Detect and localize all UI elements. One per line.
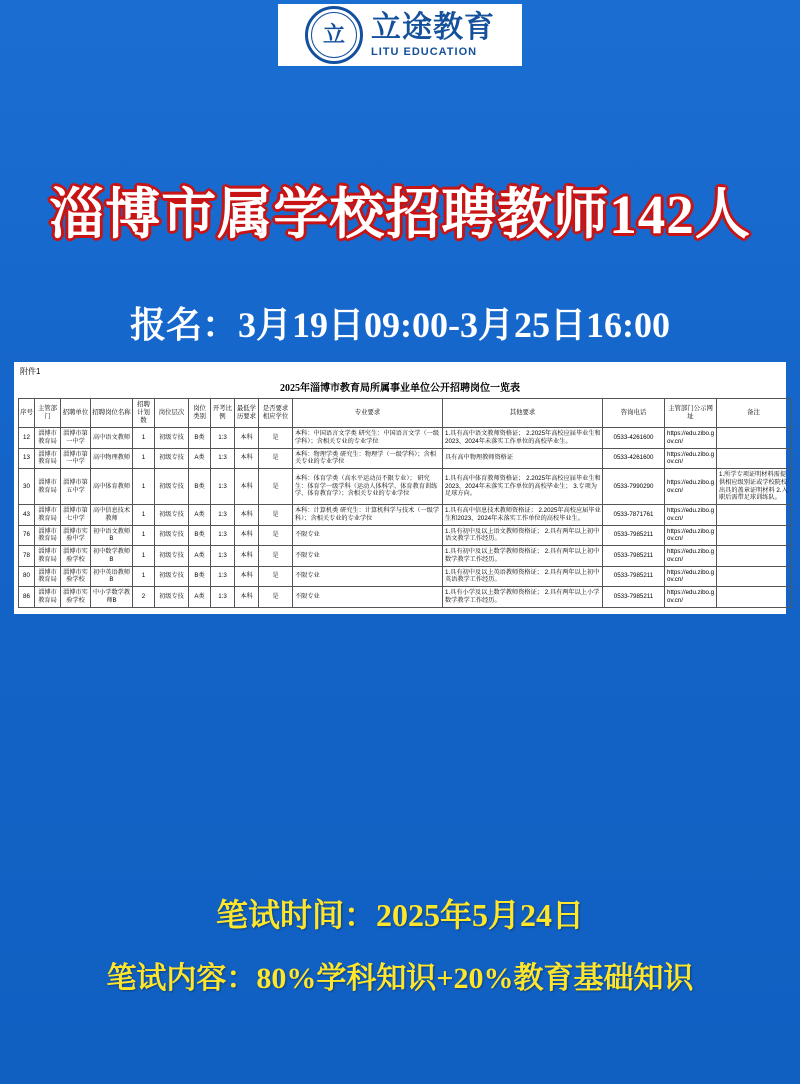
cell-seq: 78 <box>19 546 35 567</box>
cell-edu: 本科 <box>235 546 259 567</box>
cell-type: B类 <box>189 469 211 505</box>
cell-tel: 0533-7985211 <box>603 587 665 608</box>
th-ratio: 开考比例 <box>211 399 235 428</box>
recruitment-table <box>18 398 791 608</box>
cell-level: 初级专技 <box>155 428 189 449</box>
cell-seq: 80 <box>19 566 35 587</box>
cell-dept: 淄博市教育局 <box>35 428 61 449</box>
cell-tel: 0533-7985211 <box>603 546 665 567</box>
cell-post: 高中物理教师 <box>91 448 133 469</box>
cell-level: 初级专技 <box>155 546 189 567</box>
cell-other: 1.具有小学及以上数学教师资格证； 2.具有两年以上小学数学教学工作经历。 <box>443 587 603 608</box>
cell-type: A类 <box>189 448 211 469</box>
cell-other: 1.具有高中体育教师资格证； 2.2025年高校应届毕业生和2023、2024年未落实工作单位的高校毕业生； 3.专项为足球方向。 <box>443 469 603 505</box>
cell-other: 1.具有高中信息技术教师资格证； 2.2025年高校应届毕业生和2023、2024年未落实工作单位的高校毕业生。 <box>443 505 603 526</box>
th-unit: 招聘单位 <box>61 399 91 428</box>
cell-seq: 43 <box>19 505 35 526</box>
cell-degree: 是 <box>259 505 293 526</box>
cell-plan: 1 <box>133 428 155 449</box>
cell-dept: 淄博市教育局 <box>35 546 61 567</box>
cell-degree: 是 <box>259 525 293 546</box>
cell-tel: 0533-7871761 <box>603 505 665 526</box>
th-post: 招聘岗位名称 <box>91 399 133 428</box>
poster-headline: 淄博市属学校招聘教师142人 <box>49 184 751 245</box>
cell-ratio: 1:3 <box>211 566 235 587</box>
cell-level: 初级专技 <box>155 566 189 587</box>
table-row <box>19 546 791 567</box>
cell-unit: 淄博市实验学校 <box>61 587 91 608</box>
cell-unit: 淄博市第七中学 <box>61 505 91 526</box>
table-row <box>19 525 791 546</box>
cell-major: 本科：计算机类 研究生：计算机科学与技术（一级学科）；含相关专业的专业学位 <box>293 505 443 526</box>
cell-dept: 淄博市教育局 <box>35 505 61 526</box>
cell-plan: 1 <box>133 525 155 546</box>
logo-emblem-icon <box>305 6 363 64</box>
cell-major: 本科：物理学类 研究生：物理学（一级学科）；含相关专业的专业学位 <box>293 448 443 469</box>
cell-ratio: 1:3 <box>211 525 235 546</box>
poster-subheadline: 报名：3月19日09:00-3月25日16:00 <box>130 305 670 345</box>
cell-other: 具有高中物理教师资格证 <box>443 448 603 469</box>
cell-tel: 0533-7985211 <box>603 566 665 587</box>
cell-plan: 1 <box>133 566 155 587</box>
exam-content-line: 笔试内容：80%学科知识+20%教育基础知识 <box>106 962 694 995</box>
cell-degree: 是 <box>259 448 293 469</box>
cell-type: B类 <box>189 428 211 449</box>
cell-type: B类 <box>189 566 211 587</box>
cell-post: 初中语文教师B <box>91 525 133 546</box>
cell-dept: 淄博市教育局 <box>35 566 61 587</box>
logo-name-cn: 立途教育 <box>371 10 495 44</box>
cell-post: 初中英语教师B <box>91 566 133 587</box>
cell-seq: 86 <box>19 587 35 608</box>
attachment-label: 附件1 <box>20 367 41 376</box>
cell-level: 初级专技 <box>155 448 189 469</box>
cell-post: 高中语文教师 <box>91 428 133 449</box>
brand-logo <box>278 4 522 66</box>
cell-other: 1.具有高中语文教师资格证； 2.2025年高校应届毕业生和2023、2024年未落实工作单位的高校毕业生。 <box>443 428 603 449</box>
exam-date-line: 笔试时间：2025年5月24日 <box>215 897 584 933</box>
cell-post: 初中数学教师B <box>91 546 133 567</box>
cell-level: 初级专技 <box>155 525 189 546</box>
cell-type: B类 <box>189 525 211 546</box>
cell-web: https://edu.zibo.gov.cn/ <box>665 505 717 526</box>
table-row <box>19 428 791 449</box>
cell-post: 中小学数学教师B <box>91 587 133 608</box>
cell-ratio: 1:3 <box>211 448 235 469</box>
cell-tel: 0533-4261600 <box>603 448 665 469</box>
cell-note <box>717 566 791 587</box>
cell-web: https://edu.zibo.gov.cn/ <box>665 448 717 469</box>
cell-edu: 本科 <box>235 505 259 526</box>
cell-unit: 淄博市第一中学 <box>61 428 91 449</box>
attachment-table-card <box>14 362 786 614</box>
cell-tel: 0533-4261600 <box>603 428 665 449</box>
table-row <box>19 448 791 469</box>
th-other: 其他要求 <box>443 399 603 428</box>
th-dept: 主管部门 <box>35 399 61 428</box>
cell-seq: 76 <box>19 525 35 546</box>
cell-major: 本科：中国语言文学类 研究生：中国语言文学（一级学科）；含相关专业的专业学位 <box>293 428 443 449</box>
cell-note <box>717 525 791 546</box>
cell-web: https://edu.zibo.gov.cn/ <box>665 469 717 505</box>
cell-ratio: 1:3 <box>211 546 235 567</box>
th-major: 专业要求 <box>293 399 443 428</box>
cell-level: 初级专技 <box>155 469 189 505</box>
cell-plan: 1 <box>133 505 155 526</box>
table-row <box>19 469 791 505</box>
cell-major: 不限专业 <box>293 587 443 608</box>
cell-edu: 本科 <box>235 428 259 449</box>
cell-edu: 本科 <box>235 525 259 546</box>
th-tel: 咨询电话 <box>603 399 665 428</box>
cell-type: A类 <box>189 546 211 567</box>
cell-ratio: 1:3 <box>211 587 235 608</box>
cell-dept: 淄博市教育局 <box>35 525 61 546</box>
cell-note <box>717 448 791 469</box>
cell-edu: 本科 <box>235 448 259 469</box>
cell-post: 高中体育教师 <box>91 469 133 505</box>
cell-degree: 是 <box>259 469 293 505</box>
table-row <box>19 566 791 587</box>
cell-degree: 是 <box>259 587 293 608</box>
th-note: 备注 <box>717 399 791 428</box>
cell-web: https://edu.zibo.gov.cn/ <box>665 587 717 608</box>
th-edu: 最低学历要求 <box>235 399 259 428</box>
logo-name-en: LITU EDUCATION <box>371 45 478 58</box>
cell-note <box>717 546 791 567</box>
cell-type: A类 <box>189 587 211 608</box>
cell-unit: 淄博市实验中学 <box>61 525 91 546</box>
table-body <box>19 428 791 608</box>
th-seq: 序号 <box>19 399 35 428</box>
cell-plan: 1 <box>133 448 155 469</box>
cell-ratio: 1:3 <box>211 428 235 449</box>
cell-seq: 13 <box>19 448 35 469</box>
cell-major: 不限专业 <box>293 525 443 546</box>
cell-plan: 1 <box>133 546 155 567</box>
cell-tel: 0533-7990290 <box>603 469 665 505</box>
cell-seq: 12 <box>19 428 35 449</box>
cell-level: 初级专技 <box>155 505 189 526</box>
cell-unit: 淄博市实验学校 <box>61 546 91 567</box>
cell-edu: 本科 <box>235 587 259 608</box>
table-row <box>19 505 791 526</box>
cell-degree: 是 <box>259 428 293 449</box>
cell-web: https://edu.zibo.gov.cn/ <box>665 525 717 546</box>
cell-unit: 淄博市实验学校 <box>61 566 91 587</box>
cell-tel: 0533-7985211 <box>603 525 665 546</box>
cell-edu: 本科 <box>235 469 259 505</box>
cell-note <box>717 587 791 608</box>
cell-plan: 1 <box>133 469 155 505</box>
cell-unit: 淄博市第五中学 <box>61 469 91 505</box>
cell-web: https://edu.zibo.gov.cn/ <box>665 428 717 449</box>
cell-seq: 30 <box>19 469 35 505</box>
cell-other: 1.具有初中及以上英语教师资格证； 2.具有两年以上初中英语教学工作经历。 <box>443 566 603 587</box>
th-level: 岗位层次 <box>155 399 189 428</box>
cell-dept: 淄博市教育局 <box>35 448 61 469</box>
cell-degree: 是 <box>259 546 293 567</box>
cell-major: 不限专业 <box>293 546 443 567</box>
cell-edu: 本科 <box>235 566 259 587</box>
cell-other: 1.具有初中及以上数学教师资格证； 2.具有两年以上初中数学教学工作经历。 <box>443 546 603 567</box>
cell-ratio: 1:3 <box>211 505 235 526</box>
th-degree: 是否要求相应学位 <box>259 399 293 428</box>
cell-dept: 淄博市教育局 <box>35 469 61 505</box>
cell-unit: 淄博市第一中学 <box>61 448 91 469</box>
cell-other: 1.具有初中及以上语文教师资格证； 2.具有两年以上初中语文教学工作经历。 <box>443 525 603 546</box>
th-web: 主管部门公示网址 <box>665 399 717 428</box>
th-type: 岗位类别 <box>189 399 211 428</box>
th-plan: 招聘计划数 <box>133 399 155 428</box>
cell-note <box>717 505 791 526</box>
cell-type: A类 <box>189 505 211 526</box>
cell-major: 本科：体育学类（高水平运动员不限专业）； 研究生：体育学一级学科（运动人体科学、体育教育训练学、体育教育学）；含相关专业的专业学位 <box>293 469 443 505</box>
table-row <box>19 587 791 608</box>
cell-plan: 2 <box>133 587 155 608</box>
table-header-row <box>19 399 791 428</box>
cell-major: 不限专业 <box>293 566 443 587</box>
cell-ratio: 1:3 <box>211 469 235 505</box>
cell-dept: 淄博市教育局 <box>35 587 61 608</box>
cell-level: 初级专技 <box>155 587 189 608</box>
cell-note: 1.所学专项证明材料需提供相应级别证或学校院校出具的盖章证明材料 2.入职后需带足球训练队。 <box>717 469 791 505</box>
cell-note <box>717 428 791 449</box>
cell-web: https://edu.zibo.gov.cn/ <box>665 546 717 567</box>
cell-degree: 是 <box>259 566 293 587</box>
cell-post: 高中信息技术教师 <box>91 505 133 526</box>
cell-web: https://edu.zibo.gov.cn/ <box>665 566 717 587</box>
logo-emblem-glyph: 立 <box>322 22 345 47</box>
table-title: 2025年淄博市教育局所属事业单位公开招聘岗位一览表 <box>280 383 520 394</box>
